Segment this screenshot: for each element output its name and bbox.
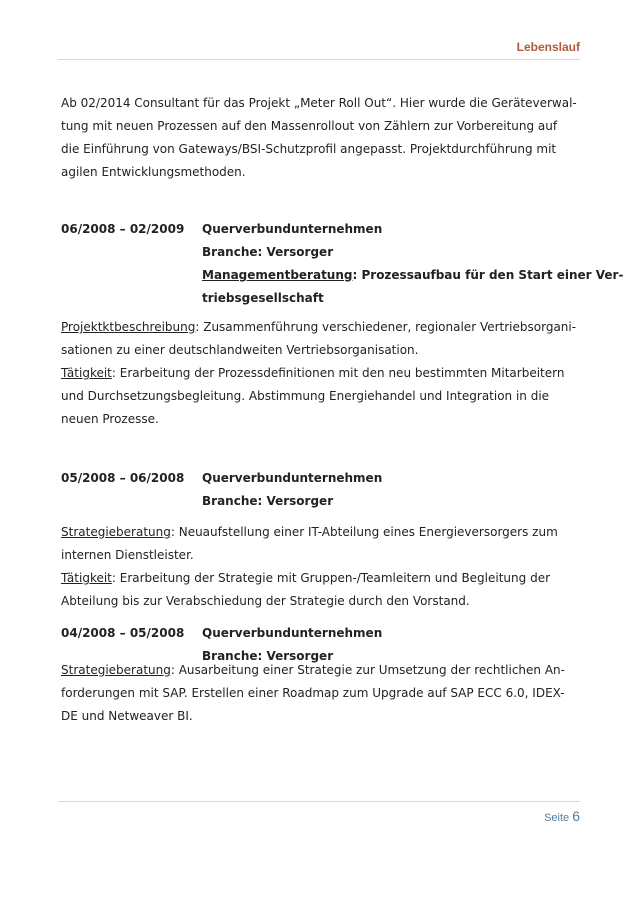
text-line [61,316,581,339]
desc-label: Projektktbeschreibung [61,320,196,334]
header-divider [58,59,580,60]
entry-date: 06/2008 – 02/2009 [61,222,185,236]
entry-description [61,521,581,613]
entry-topic [202,264,623,287]
page-footer [544,808,580,824]
text-line: Ab 02/2014 Consultant für das Projekt „Meter Roll Out“. Hier wurde die Geräteverwal- [61,96,577,110]
desc-label: Tätigkeit [61,366,112,380]
page-header-title: Lebenslauf [516,40,580,54]
page-label: Seite [544,812,570,824]
text-line [61,362,581,385]
desc-label: Strategieberatung [61,525,171,539]
text-line: sationen zu einer deutschlandweiten Vertriebsorganisation. [61,343,419,357]
intro-paragraph [61,92,581,184]
entry-heading [202,218,623,310]
entry-topic-text: : Prozessaufbau für den Start einer Ver- [352,268,624,282]
entry-company: Querverbundunternehmen [202,222,383,236]
footer-divider [58,801,580,802]
page-number: 6 [572,808,580,824]
entry-date: 04/2008 – 05/2008 [61,626,185,640]
entry-branch: Branche: Versorger [202,649,334,663]
text-line [61,567,581,590]
text-line: DE und Netweaver BI. [61,709,193,723]
desc-text: : Neuaufstellung einer IT-Abteilung eines Energieversorgers zum [170,525,558,539]
text-line: internen Dienstleister. [61,548,194,562]
text-line [61,659,581,682]
text-line: die Einführung von Gateways/BSI-Schutzprofil angepasst. Projektdurchführung mit [61,142,557,156]
desc-label: Tätigkeit [61,571,112,585]
desc-label: Strategieberatung [61,663,171,677]
entry-heading [202,467,382,513]
entry-branch: Branche: Versorger [202,245,334,259]
entry-description [61,659,581,728]
text-line: neuen Prozesse. [61,412,159,426]
entry-topic-label: Managementberatung [202,268,353,282]
desc-text: : Erarbeitung der Prozessdefinitionen mit den neu bestimmten Mitarbeitern [111,366,565,380]
desc-text: : Ausarbeitung einer Strategie zur Umsetzung der rechtlichen An- [170,663,565,677]
entry-date: 05/2008 – 06/2008 [61,471,185,485]
entry-branch: Branche: Versorger [202,494,334,508]
entry-company: Querverbundunternehmen [202,471,383,485]
text-line [61,521,581,544]
entry-description [61,316,581,431]
entry-topic-continuation: triebsgesellschaft [202,291,324,305]
desc-text: : Zusammenführung verschiedener, regionaler Vertriebsorgani- [195,320,577,334]
entry-company: Querverbundunternehmen [202,626,383,640]
text-line: Abteilung bis zur Verabschiedung der Strategie durch den Vorstand. [61,594,470,608]
text-line: agilen Entwicklungsmethoden. [61,165,246,179]
text-line: forderungen mit SAP. Erstellen einer Roadmap zum Upgrade auf SAP ECC 6.0, IDEX- [61,686,565,700]
text-line: und Durchsetzungsbegleitung. Abstimmung Energiehandel und Integration in die [61,389,550,403]
text-line: tung mit neuen Prozessen auf den Massenrollout von Zählern zur Vorbereitung auf [61,119,558,133]
desc-text: : Erarbeitung der Strategie mit Gruppen-/Teamleitern und Begleitung der [111,571,551,585]
